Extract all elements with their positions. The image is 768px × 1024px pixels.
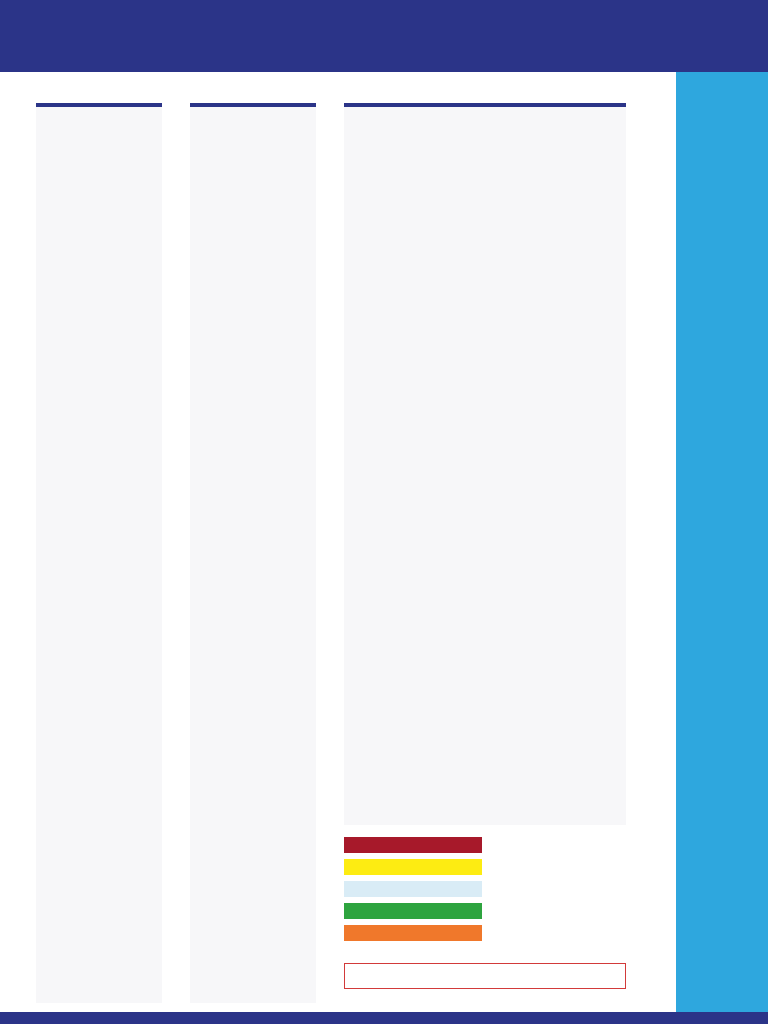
decorative-sidebar (676, 72, 768, 1012)
period-lists (344, 103, 626, 825)
calendar-column-right (190, 103, 316, 1003)
legend-swatch-holiday (344, 837, 482, 853)
legend-swatch-regular (344, 881, 482, 897)
footnote-box (344, 963, 626, 989)
header-bar (0, 0, 768, 72)
university-logo (603, 17, 753, 57)
legend-swatch-advisory (344, 925, 482, 941)
calendar-column-left (36, 103, 162, 1003)
legend (344, 837, 482, 941)
legend-swatch-short (344, 903, 482, 919)
footer-bar (0, 1012, 768, 1024)
legend-swatch-exam (344, 859, 482, 875)
